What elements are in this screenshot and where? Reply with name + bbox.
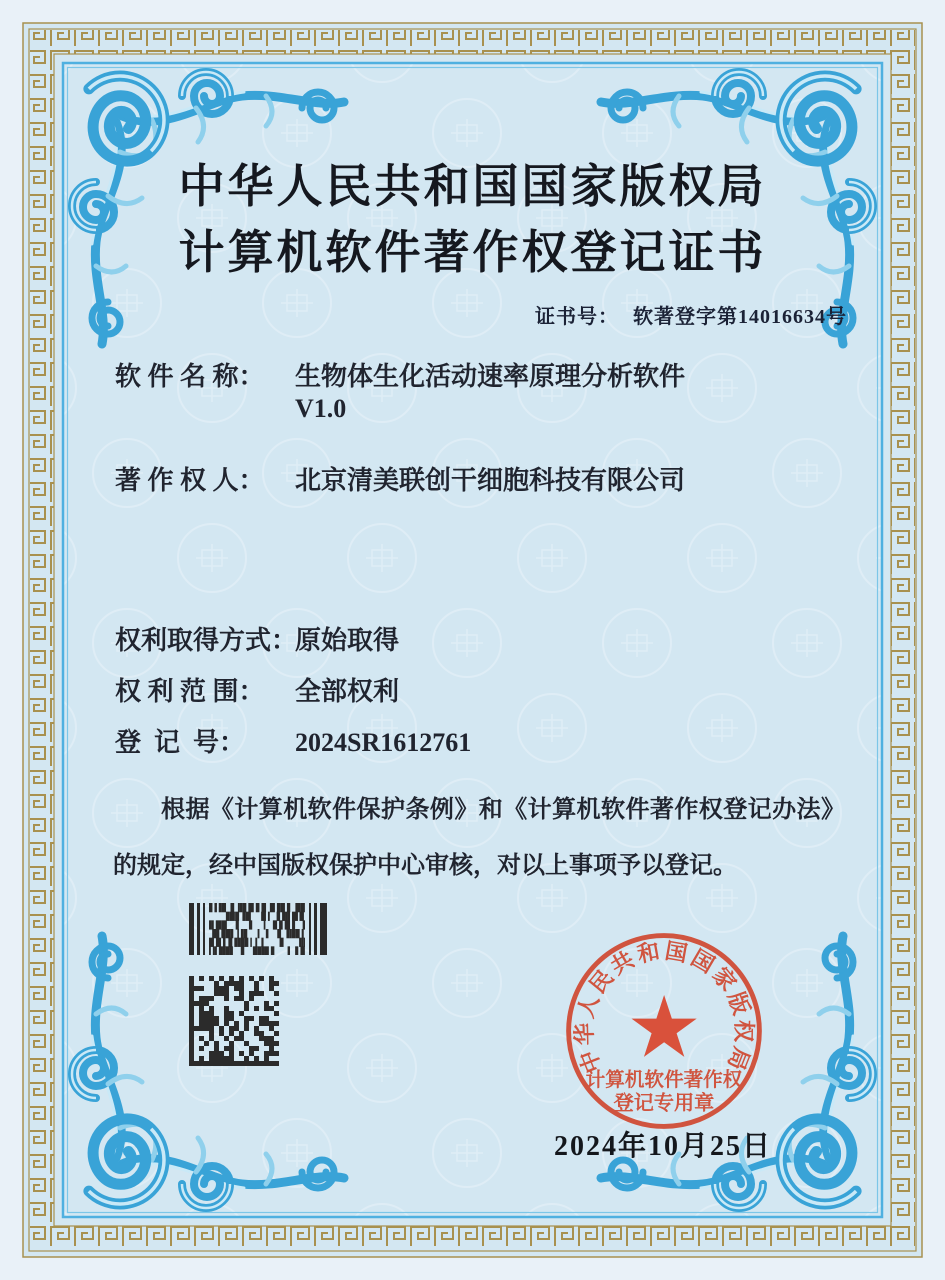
- registration-number-value: 2024SR1612761: [295, 728, 472, 757]
- copyright-owner-row: [115, 460, 685, 497]
- rights-scope-row: [115, 671, 399, 708]
- acquisition-method-value: 原始取得: [295, 626, 400, 655]
- software-name-label: 软 件 名 称：: [115, 362, 265, 391]
- software-name-value: 生物体生化活动速率原理分析软件: [295, 362, 686, 391]
- copyright-owner-value: 北京清美联创干细胞科技有限公司: [295, 466, 686, 495]
- registration-number-label: 登 记 号：: [115, 728, 246, 757]
- barcode-image: [189, 903, 329, 955]
- qr-code-image: [189, 976, 279, 1066]
- acquisition-method-label: 权利取得方式：: [115, 626, 298, 655]
- certificate-number: [535, 300, 847, 329]
- certificate-number-label: 证书号：: [535, 306, 619, 328]
- software-name-row: [115, 356, 685, 393]
- registration-number-row: [115, 722, 471, 759]
- software-version: V1.0: [295, 394, 347, 423]
- issuing-authority-title: 中华人民共和国国家版权局: [178, 161, 767, 212]
- rights-scope-value: 全部权利: [295, 677, 400, 706]
- issue-date: 2024年10月25日: [553, 1131, 772, 1162]
- registration-statement: 根据《计算机软件保护条例》和《计算机软件著作权登记办法》的规定，经中国版权保护中心审核，对以上事项予以登记。: [113, 797, 845, 879]
- acquisition-method-row: [115, 620, 399, 657]
- seal-subtitle-text: 登记专用章: [613, 1092, 715, 1115]
- certificate-number-value: 软著登字第14016634号: [633, 306, 847, 328]
- seal-arc-text: 中华人民共和国国家版权局: [571, 938, 757, 1077]
- certificate-title: 计算机软件著作权登记证书: [178, 227, 767, 278]
- rights-scope-label: 权 利 范 围：: [115, 677, 265, 706]
- seal-title-text: 计算机软件著作权: [585, 1070, 743, 1092]
- official-seal: [558, 925, 770, 1137]
- copyright-owner-label: 著 作 权 人：: [115, 466, 265, 495]
- star-icon: ★: [625, 981, 703, 1076]
